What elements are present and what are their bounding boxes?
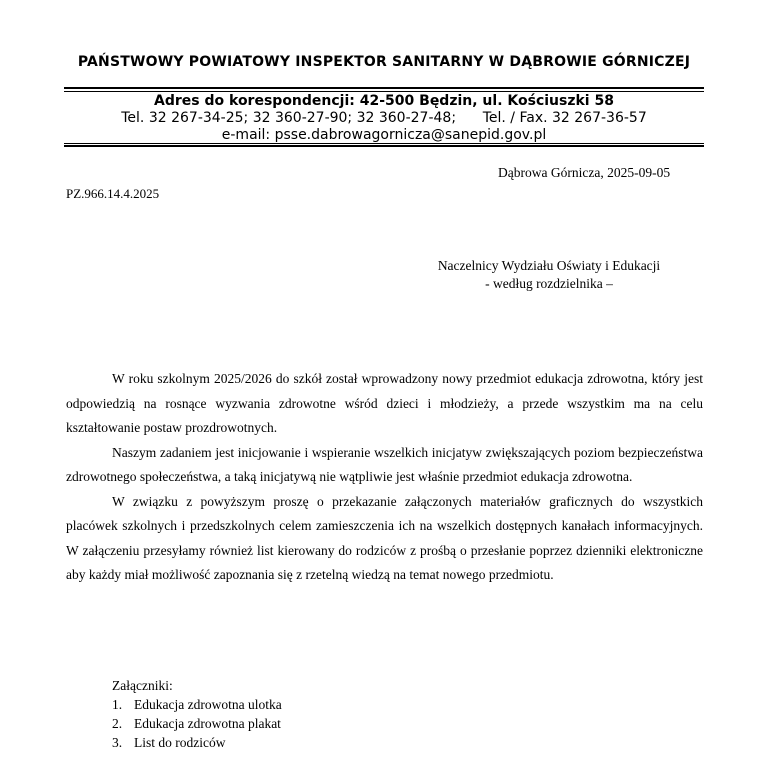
attachment-number: 2. <box>112 716 123 731</box>
recipient-line-2: - według rozdzielnika – <box>485 276 613 291</box>
attachment-number: 3. <box>112 735 123 750</box>
header-rule-top-thick <box>64 87 704 89</box>
header-rule-bottom-thick <box>64 145 704 147</box>
recipient-line-1: Naczelnicy Wydziału Oświaty i Edukacji <box>437 258 661 273</box>
attachment-number: 1. <box>112 697 123 712</box>
attachment-item <box>112 695 282 714</box>
attachment-label: Edukacja zdrowotna plakat <box>134 716 281 731</box>
attachments-list <box>112 676 282 752</box>
attachment-item <box>112 733 282 752</box>
institution-title: PAŃSTWOWY POWIATOWY INSPEKTOR SANITARNY W DĄBROWIE GÓRNICZEJ <box>77 54 691 70</box>
attachment-label: Edukacja zdrowotna ulotka <box>134 697 282 712</box>
body-paragraph-1: W roku szkolnym 2025/2026 do szkół został wprowadzony nowy przedmiot edukacja zdrowotna, który jest odpowiedzią na rosnące wyzwania zdrowotne wśród dzieci i młodzieży, a przede wszystkim ma na celu kształtowanie postaw prozdrowotnych. <box>66 371 703 435</box>
body-paragraph-2: Naszym zadaniem jest inicjowanie i wspieranie wszelkich inicjatyw zwiększających poziom bezpieczeństwa zdrowotnego społeczeństwa, a taką inicjatywą nie wątpliwie jest właśnie przedmiot edukacja zdrowotna. <box>66 444 703 484</box>
body-paragraph-3: W związku z powyższym proszę o przekazanie załączonych materiałów graficznych do wszystkich placówek szkolnych i przedszkolnych celem zamieszczenia ich na wszelkich dostępnych kanałach informacyjnych. W załączeniu przesyłamy również list kierowany do rodziców z prośbą o przesłanie poprzez dzienniki elektroniczne aby każdy miał możliwość zapoznania się z rzetelną wiedzą na temat nowego przedmiotu. <box>66 493 703 582</box>
place-and-date: Dąbrowa Górnicza, 2025-09-05 <box>498 165 671 180</box>
header-rule-top-thin <box>64 91 704 92</box>
reference-number: PZ.966.14.4.2025 <box>66 186 160 201</box>
letter-body <box>66 367 703 588</box>
attachment-item <box>112 714 282 733</box>
attachments-heading: Załączniki: <box>112 678 173 693</box>
attachment-label: List do rodziców <box>134 735 226 750</box>
phone-numbers: Tel. 32 267-34-25; 32 360-27-90; 32 360-27-48; Tel. / Fax. 32 267-36-57 <box>121 110 647 126</box>
header-rule-bottom-thin <box>64 143 704 144</box>
correspondence-address: Adres do korespondencji: 42-500 Będzin, ul. Kościuszki 58 <box>154 93 614 109</box>
email-address: e-mail: psse.dabrowagornicza@sanepid.gov.pl <box>221 127 547 143</box>
